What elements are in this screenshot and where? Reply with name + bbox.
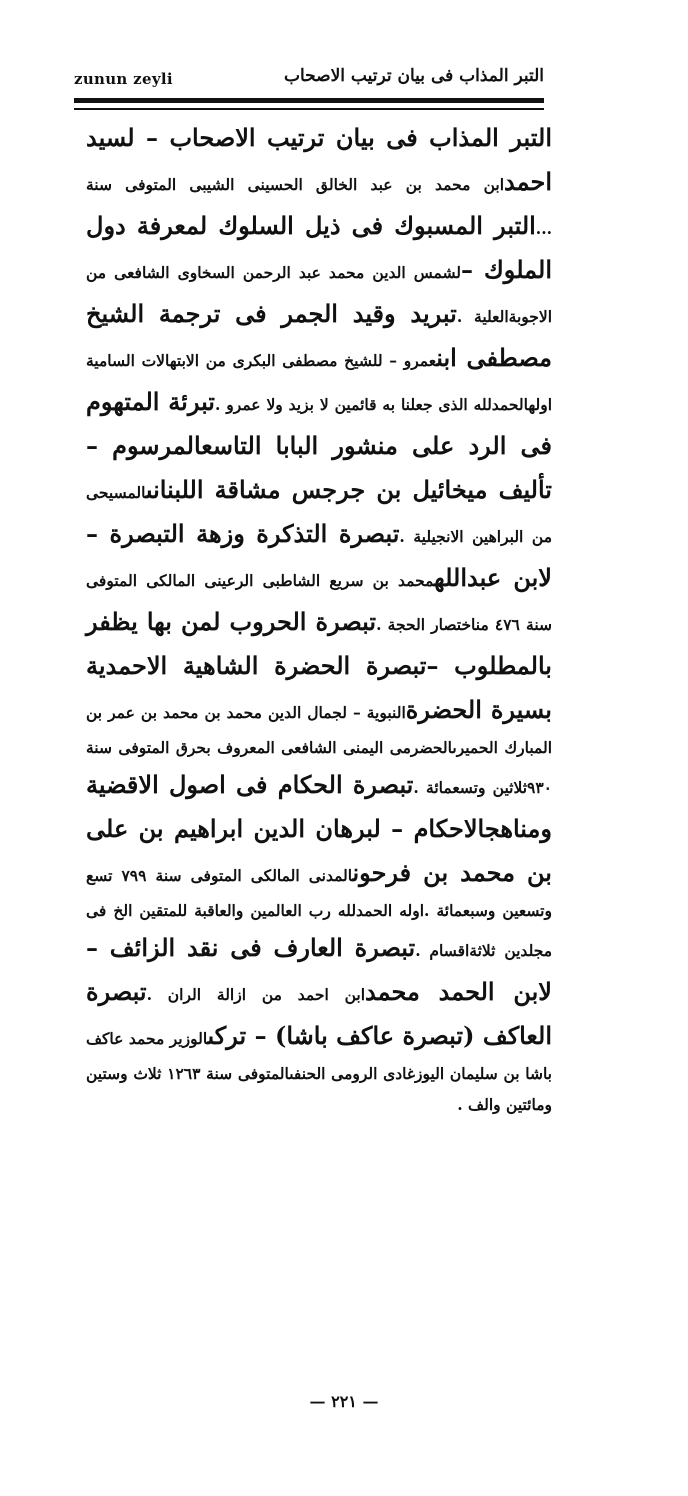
entry-title-line: تبصرة العارف فى نقد الزائف – لابن الحمد محمد [86,933,552,1006]
page-number: — ٢٢١ — [309,1392,379,1411]
entry-title-line: تبصرة الحكام فى اصول الاقضية ومناهج [86,770,552,843]
running-head-title: التبر المذاب فى بيان ترتيب الاصحاب [283,66,544,86]
entry-detail-line: اختصار الحجة . [376,615,476,634]
entry-title-line: تبريد وقيد الجمر فى ترجمة الشيخ مصطفى ابن [86,299,552,372]
entry-detail-line: عمرو – للشيخ مصطفى البكرى من الابتهالات السامية اوله [86,351,553,414]
entry-detail-line: اقسام . [415,941,470,960]
entry-detail-line: العلية . [456,307,509,326]
entry-detail-line: ابن محمد بن عبد الخالق الحسينى الشيبى المتوفى سنة ... [86,175,552,238]
entry-title-line: تبرئة المتهوم فى الرد على منشور البابا التاسع [86,387,552,460]
entry-detail-line: ابن احمد من ازالة الران . [146,985,366,1004]
entry-title-line: التبر المسبوك فى ذيل السلوك لمعرفة دول الملوك – [86,211,552,284]
header-rule-thick [74,98,544,103]
entry-title-line: الاحكام – لبرهان الدين ابراهيم بن على بن محمد بن فرحون [86,814,552,887]
entry-detail-line: المدنى المالكى المتوفى سنة ٧٩٩ تسع وتسعين وسبعمائة . [86,866,552,920]
entry-detail-line: الحضرمى اليمنى الشافعى المعروف بحرق المتوفى سنة ٩٣٠ [86,738,553,797]
entry-detail-line: النبوية – لجمال الدين محمد بن محمد بن عمر بن المبارك الحميرى [86,703,552,757]
entry-title-line: التبر المذاب فى بيان ترتيب الاصحاب – لسيد احمد [86,123,552,196]
entry-detail-line: المتوفى سنة ١٢٦٣ ثلاث وستين ومائتين والف . [86,1064,552,1114]
entry-detail-line: اوله الحمدلله رب العالمين والعاقبة للمتقين الخ فى مجلدين ثلاثة [86,901,553,960]
running-head-left: zunun zeyli [74,70,173,88]
entry-detail-line: محمد بن سريع الشاطبى الرعينى المالكى المتوفى سنة ٤٧٦ من [86,571,552,634]
entry-title-line: تبصرة العاكف (تبصرة عاكف باشا) – تركى [86,977,552,1050]
entry-detail-line: الحمدلله الذى جعلنا به قائمين لا بزيد ولا عمرو . [215,395,529,414]
entry-detail-line: ثلاثين وتسعمائة . [413,778,528,797]
body-text [86,116,552,1120]
entry-detail-line: لشمس الدين محمد عبد الرحمن السخاوى الشافعى من الاجوبة [86,263,553,326]
running-head [74,66,544,92]
entry-detail-line: الوزير محمد عاكف باشا بن سليمان اليوزغادى الرومى الحنفى [86,1029,552,1083]
entry-title-line: تبصرة الحضرة الشاهية الاحمدية بسيرة الحضرة [86,651,552,724]
entry-title-line: تبصرة الحروب لمن بها يظفر بالمطلوب – [86,607,552,680]
entry-title-line: المرسوم – تأليف ميخائيل بن جرجس مشاقة اللبنانى [86,431,552,504]
header-rule-thin [74,108,544,110]
entry-title-line: تبصرة التذكرة وزهة التبصرة – لابن عبدالله [86,519,552,592]
entry-detail-line: المسيحى من البراهين الانجيلية . [86,483,552,546]
